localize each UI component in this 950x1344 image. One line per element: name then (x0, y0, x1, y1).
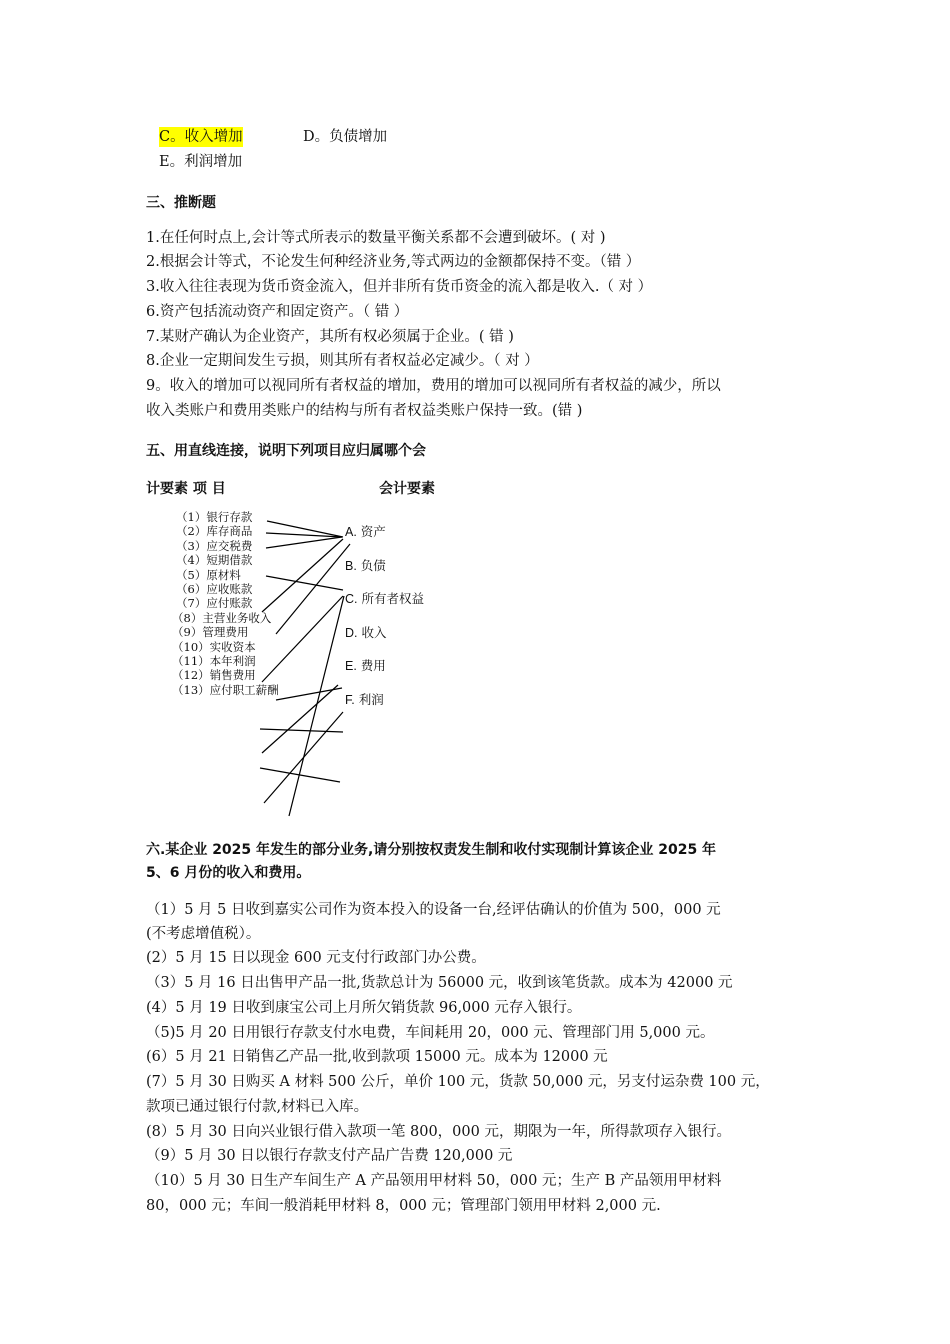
section5-header-categories: 会计要素 (379, 481, 435, 497)
category-assets: A. 资产 (345, 524, 386, 539)
category-equity: C. 所有者权益 (345, 591, 424, 606)
match-item: （10）实收资本 (172, 640, 256, 654)
match-item: （2）库存商品 (176, 524, 253, 538)
option-d: D。负债增加 (303, 129, 388, 145)
section6-title-cont: 5、6 月份的收入和费用。 (146, 865, 311, 881)
section3-item: 8.企业一定期间发生亏损，则其所有者权益必定减少。（ 对 ） (146, 353, 539, 369)
section6-item: （1）5 月 5 日收到嘉实公司作为资本投入的设备一台,经评估确认的价值为 500，000 元 (146, 902, 721, 918)
match-item: （4）短期借款 (176, 553, 253, 567)
match-item: （1）银行存款 (176, 510, 253, 524)
section6-title: 六.某企业 2025 年发生的部分业务,请分别按权责发生制和收付实现制计算该企业 2025 年 (146, 842, 717, 858)
category-liabilities: B. 负债 (345, 558, 386, 573)
section5-header-items: 计要素 项 目 (146, 481, 226, 497)
section3-item: 6.资产包括流动资产和固定资产。（ 错 ） (146, 304, 409, 320)
section6-item: (不考虑增值税）。 (146, 926, 261, 942)
section6-item: （9）5 月 30 日以银行存款支付产品广告费 120,000 元 (146, 1148, 513, 1164)
section3-item: 9。收入的增加可以视同所有者权益的增加，费用的增加可以视同所有者权益的减少，所以 (146, 378, 721, 394)
match-item: （13）应付职工薪酬 (172, 683, 279, 697)
connection-line (260, 729, 343, 732)
match-item: （9）管理费用 (172, 625, 249, 639)
section5-title: 五、用直线连接，说明下列项目应归属哪个会 (146, 443, 426, 459)
section3-item: 3.收入往往表现为货币资金流入，但并非所有货币资金的流入都是收入.（ 对 ） (146, 279, 653, 295)
connection-line (266, 576, 343, 590)
section3-item: 收入类账户和费用类账户的结构与所有者权益类账户保持一致。(错 ) (146, 403, 583, 419)
section6-item: （5)5 月 20 日用银行存款支付水电费，车间耗用 20，000 元、管理部门用 5,000 元。 (146, 1025, 715, 1041)
category-profit: F. 利润 (345, 692, 384, 707)
section6-item: 80，000 元；车间一般消耗甲材料 8，000 元；管理部门领用甲材料 2,000 元. (146, 1198, 661, 1214)
match-item: （11）本年利润 (172, 654, 256, 668)
match-item: （7）应付账款 (176, 596, 253, 610)
section3-item: 2.根据会计等式，不论发生何种经济业务,等式两边的金额都保持不变。（错 ） (146, 254, 641, 270)
match-item: （6）应收账款 (176, 582, 253, 596)
connection-line (262, 596, 343, 682)
option-e: E。利润增加 (159, 154, 243, 170)
section6-item: (8）5 月 30 日向兴业银行借入款项一笔 800，000 元，期限为一年，所得款项存入银行。 (146, 1124, 731, 1140)
section3-item: 7.某财产确认为企业资产，其所有权必须属于企业。( 错 ) (146, 329, 514, 345)
connection-line (289, 596, 344, 816)
section6-item: 款项已通过银行付款,材料已入库。 (146, 1099, 369, 1115)
category-expenses: E. 费用 (345, 658, 386, 673)
match-item: （8）主营业务收入 (172, 611, 272, 625)
section6-item: (6）5 月 21 日销售乙产品一批,收到款项 15000 元。成本为 12000 元 (146, 1049, 608, 1065)
match-item: （12）销售费用 (172, 668, 256, 682)
match-item: （3）应交税费 (176, 539, 253, 553)
connection-line (266, 537, 342, 548)
section6-item: (2）5 月 15 日以现金 600 元支付行政部门办公费。 (146, 950, 486, 966)
section6-item: (4）5 月 19 日收到康宝公司上月所欠销货款 96,000 元存入银行。 (146, 1000, 582, 1016)
section6-item: （10）5 月 30 日生产车间生产 A 产品领用甲材料 50，000 元；生产 B 产品领用甲材料 (146, 1173, 722, 1189)
section3-item: 1.在任何时点上,会计等式所表示的数量平衡关系都不会遭到破坏。( 对 ) (146, 230, 606, 246)
option-c: C。收入增加 (159, 129, 243, 145)
section6-item: (7）5 月 30 日购买 A 材料 500 公斤，单价 100 元，货款 50,000 元，另支付运杂费 100 元， (146, 1074, 770, 1090)
category-revenue: D. 收入 (345, 625, 387, 640)
match-item: （5）原材料 (176, 568, 241, 582)
section3-title: 三、推断题 (146, 195, 216, 211)
section6-item: （3）5 月 16 日出售甲产品一批,货款总计为 56000 元，收到该笔货款。成本为 42000 元 (146, 975, 733, 991)
